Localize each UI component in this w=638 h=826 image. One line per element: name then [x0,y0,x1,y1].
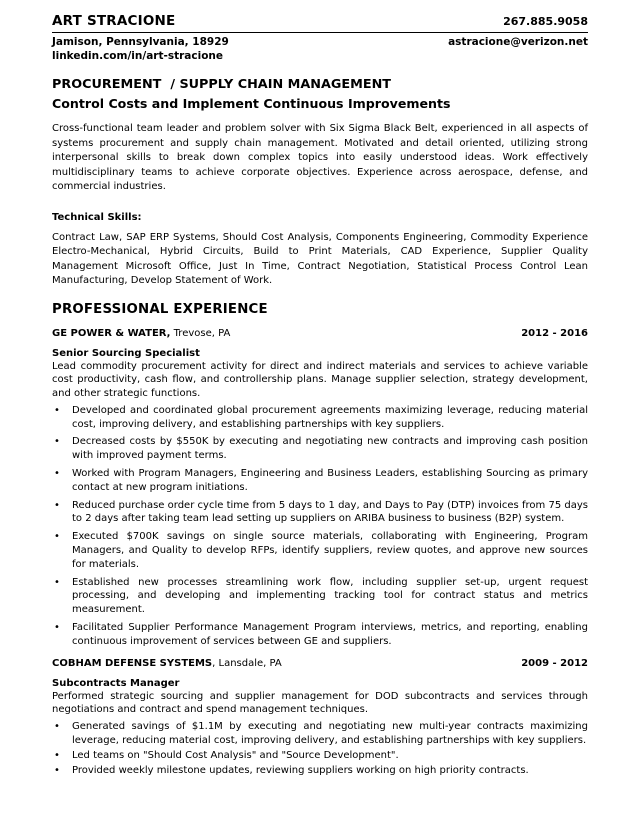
location: Jamison, Pennsylvania, 18929 [52,36,229,48]
bullet-text: Developed and coordinated global procurement agreements maximizing leverage, reducing material cost, improving delivery, and establishing partnerships with key suppliers. [72,404,588,430]
headline-title: PROCUREMENT / SUPPLY CHAIN MANAGEMENT [52,77,392,92]
header-divider [52,32,588,33]
header-name-row [52,13,588,29]
job-description: Lead commodity procurement activity for direct and indirect materials and services to achieve variable cost productivity, cash flow, and controllership plans. Manage supplier selection, strategy development, and other strategic functions. [52,360,588,400]
bullet-text: Reduced purchase order cycle time from 5 days to 1 day, and Days to Pay (DTP) invoices from 75 days to 2 days after taking team lead setting up suppliers on ARIBA business to business (B2P) system. [72,499,588,525]
job-description: Performed strategic sourcing and supplier management for DOD subcontracts and services through negotiations and contract and spend management techniques. [52,690,588,716]
bullet-icon: • [54,436,60,448]
bullet-icon: • [54,576,60,588]
bullet-icon: • [54,468,60,480]
list-item [52,499,588,527]
bullet-icon: • [54,499,60,511]
bullet-icon: • [54,622,60,634]
job-title: Subcontracts Manager [52,677,180,689]
experience-heading: PROFESSIONAL EXPERIENCE [52,301,268,317]
list-item [52,749,588,763]
list-item [52,435,588,463]
list-item [52,764,588,778]
bullet-icon: • [54,749,60,761]
list-item [52,720,588,748]
job-location: , Lansdale, PA [212,657,282,669]
list-item [52,467,588,495]
bullet-icon: • [54,721,60,733]
job-header [52,328,588,339]
list-item [52,621,588,649]
bullet-text: Established new processes streamlining work flow, including supplier set-up, urgent request processing, and developing and implementing tracking tool for contract status and metrics measurement. [72,576,588,616]
linkedin: linkedin.com/in/art-stracione [52,50,224,62]
phone-number: 267.885.9058 [503,15,588,28]
job-company-line [52,328,230,339]
bullet-text: Decreased costs by $550K by executing and negotiating new contracts and improving cash position with improved payment terms. [72,436,588,462]
job-bullet-list [52,720,588,777]
bullet-text: Provided weekly milestone updates, reviewing suppliers working on high priority contracts. [72,764,529,776]
list-item [52,576,588,617]
bullet-text: Generated savings of $1.1M by executing and negotiating new multi-year contracts maximizing leverage, reducing material cost, improving delivery, and establishing partnerships with key suppliers. [72,721,588,747]
job-title: Senior Sourcing Specialist [52,347,200,359]
job-dates: 2009 - 2012 [521,657,588,669]
job-company-line [52,658,282,669]
job-location: Trevose, PA [170,327,231,339]
list-item [52,404,588,432]
job-dates: 2012 - 2016 [521,327,588,339]
bullet-text: Executed $700K savings on single source materials, collaborating with Engineering, Program Managers, and Quality to develop RFPs, identify suppliers, review quotes, and approve new sources for materials. [72,531,588,570]
job-company: GE POWER & WATER, [52,327,171,339]
summary-paragraph: Cross-functional team leader and problem solver with Six Sigma Black Belt, experienced in all aspects of systems procurement and supply chain management. Motivated and detail oriented, utilizing strong interpersonal skills to break down complex topics into easily understood ideas. Work effectively multidisciplinary teams to achieve corporate objectives. Experience across aerospace, defense, and commercial industries. [52,123,588,192]
list-item [52,530,588,571]
skills-label: Technical Skills: [52,211,142,223]
skills-text: Contract Law, SAP ERP Systems, Should Cost Analysis, Components Engineering, Commodity Experience Electro-Mechanical, Hybrid Circuits, Build to Print Materials, CAD Experience, Supplier Quality Management Microsoft Office, Just In Time, Contract Negotiation, Statistical Process Control Lean Manufacturing, Develop Statement of Work. [52,231,588,286]
bullet-icon: • [54,764,60,776]
candidate-name: ART STRACIONE [52,13,176,29]
job-header [52,658,588,669]
email: astracione@verizon.net [448,36,588,48]
job-bullet-list [52,404,588,649]
bullet-text: Facilitated Supplier Performance Management Program interviews, metrics, and reporting, enabling continuous improvement of services between GE and suppliers. [72,622,588,647]
headline-subtitle: Control Costs and Implement Continuous Improvements [52,96,451,111]
bullet-icon: • [54,404,60,416]
job-company: COBHAM DEFENSE SYSTEMS [52,657,213,669]
header-contact-row [52,35,588,49]
bullet-icon: • [54,531,60,543]
bullet-text: Worked with Program Managers, Engineering and Business Leaders, establishing Sourcing as primary contact at new program initiations. [72,468,588,493]
bullet-text: Led teams on "Should Cost Analysis" and "Source Development". [72,749,399,761]
